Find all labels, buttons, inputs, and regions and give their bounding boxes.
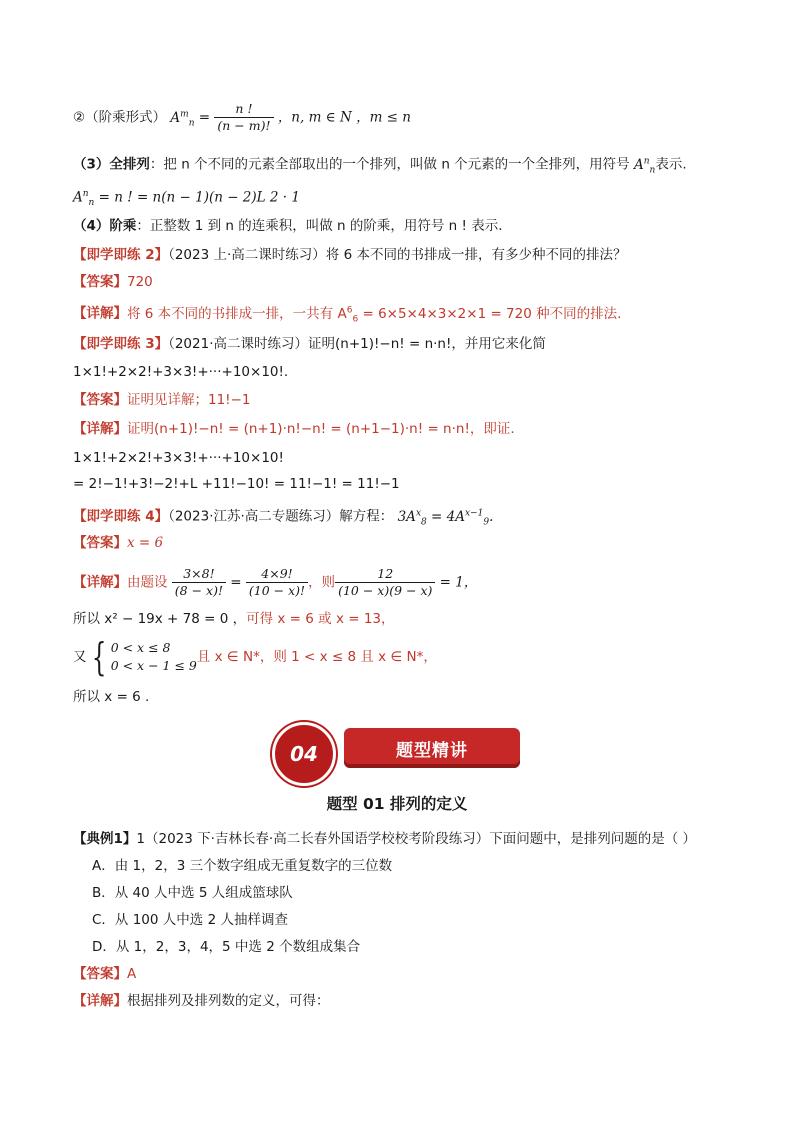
exercise-4-detail xyxy=(73,566,477,599)
brace-icon: { xyxy=(91,635,106,679)
exercise-4-answer xyxy=(73,533,163,553)
detail-tag: 【详解】 xyxy=(73,305,127,322)
answer-value: 720 xyxy=(127,274,153,290)
typical-example-1-detail xyxy=(73,991,330,1011)
exercise-question: 将 6 本不同的书排成一排，有多少种不同的排法？ xyxy=(325,247,627,263)
answer-value: A xyxy=(127,966,137,982)
detail-text: 又 xyxy=(73,649,87,665)
answer-tag: 【答案】 xyxy=(73,274,127,290)
exercise-question: 证明(n+1)!−n! = n·n!，并用它来化简 xyxy=(308,336,546,352)
exercise-tag: 【即学即练 2】 xyxy=(73,247,169,263)
example-question: 1（2023 下·吉林长春·高二长春外国语学校校考阶段练习）下面问题中，是排列问题的是（ ） xyxy=(136,831,697,847)
exercise-3-line1: 1×1!+2×2!+3×3!+···+10×10! xyxy=(73,450,284,466)
exercise-2-answer xyxy=(73,272,153,292)
detail-text: 根据排列及排列数的定义，可得： xyxy=(127,993,330,1009)
equals: = xyxy=(198,109,211,126)
def-text: ：把 n 个不同的元素全部取出的一个排列，叫做 n 个元素的一个全排列，用符号 xyxy=(149,156,630,173)
detail-tag: 【详解】 xyxy=(73,421,127,437)
exercise-4-line2 xyxy=(73,609,395,629)
exercise-4-equation: $3A^x_8 = 4A^{x-1}_9$. xyxy=(397,508,494,528)
option-d: D．从 1，2，3，4，5 中选 2 个数组成集合 xyxy=(92,939,361,955)
detail-text: 证明(n+1)!−n! = (n+1)·n!−n! = (n+1−1)·n! = n·n!，即证. xyxy=(127,421,515,437)
exercise-2-detail xyxy=(73,300,621,329)
equals-one: = 1， xyxy=(435,574,478,591)
answer-value: 证明见详解；11!−1 xyxy=(127,392,251,408)
fraction-2: $\frac{4\times 9!}{(10 - x)!}$ xyxy=(246,566,308,599)
factorial-fraction: $\frac{n !}{(n - m)!}$ xyxy=(214,101,273,134)
detail-text-red: 可得 x = 6 或 x = 13， xyxy=(246,611,395,627)
exercise-tag: 【即学即练 4】 xyxy=(73,508,169,525)
typical-example-1-answer xyxy=(73,964,136,984)
detail-text-red: 且 x ∈ N*，则 1 < x ≤ 8 且 x ∈ N*， xyxy=(196,649,437,665)
factorial-def xyxy=(73,216,503,236)
section-title: 题型 01 排列的定义 xyxy=(326,795,468,813)
answer-tag: 【答案】 xyxy=(73,392,127,408)
detail-text: 所以 x² − 19x + 78 = 0 ， xyxy=(73,611,247,627)
exercise-2 xyxy=(73,245,626,265)
full-perm-formula: $A^n_n = n$ ! = n(n − 1)(n − 2)L 2 · 1 xyxy=(73,189,300,209)
answer-value: x = 6 xyxy=(127,535,164,551)
exercise-4 xyxy=(73,503,493,532)
section-banner-label: 题型精讲 xyxy=(344,728,520,768)
exercise-3-expression: 1×1!+2×2!+3×3!+···+10×10!. xyxy=(73,364,289,380)
answer-tag: 【答案】 xyxy=(73,966,127,982)
exercise-source: （2023 上·高二课时练习） xyxy=(168,247,326,263)
option-a: A．由 1，2，3 三个数字组成无重复数字的三位数 xyxy=(92,858,393,874)
exercise-source: （2023·江苏·高二专题练习） xyxy=(168,508,340,525)
section-banner xyxy=(272,722,522,778)
exercise-3-answer xyxy=(73,390,251,410)
formula-label: ②（阶乘形式） xyxy=(73,109,167,126)
def-label: （4）阶乘 xyxy=(73,218,137,234)
section-number-badge: 04 xyxy=(272,722,336,786)
fraction-1: $\frac{3\times 8!}{(8 - x)!}$ xyxy=(172,566,226,599)
exercise-question: 解方程： xyxy=(339,508,394,525)
example-tag: 【典例1】 xyxy=(73,831,137,847)
detail-tag: 【详解】 xyxy=(73,993,127,1009)
def-tail: 表示. xyxy=(655,156,687,173)
full-perm-symbol: $A^n_n$ xyxy=(633,156,656,176)
exercise-3-detail xyxy=(73,419,515,439)
def-label: （3）全排列 xyxy=(73,156,150,173)
exercise-4-conclusion: 所以 x = 6 . xyxy=(73,689,150,705)
fraction-3: $\frac{12}{(10 - x)(9 - x)}$ xyxy=(335,566,435,599)
typical-example-1 xyxy=(73,829,696,849)
exercise-tag: 【即学即练 3】 xyxy=(73,336,169,352)
exercise-3 xyxy=(73,334,546,354)
exercise-3-line2: = 2!−1!+3!−2!+L +11!−10! = 11!−1! = 11!−1 xyxy=(73,476,400,492)
perm-symbol: $A^m_n$ xyxy=(170,109,195,129)
full-permutation-def xyxy=(73,151,687,180)
option-c: C．从 100 人中选 2 人抽样调查 xyxy=(92,912,288,928)
detail-text: ，则 xyxy=(308,574,336,591)
exercise-source: （2021·高二课时练习） xyxy=(168,336,308,352)
detail-tag: 【详解】 xyxy=(73,574,127,591)
def-text: ：正整数 1 到 n 的连乘积，叫做 n 的阶乘，用符号 n ! 表示. xyxy=(136,218,503,234)
detail-text: 由题设 xyxy=(127,574,168,591)
option-b: B．从 40 人中选 5 人组成篮球队 xyxy=(92,885,293,901)
formula-condition: ，n, m ∈ N ，m ≤ n xyxy=(277,109,411,126)
detail-text: 将 6 本不同的书排成一排，一共有 $A^6_6 = 6\times 5\times 4\times 3\times 2\times 1 = 720$ 种不同的排法. xyxy=(127,305,622,325)
exercise-4-line3 xyxy=(73,635,437,679)
answer-tag: 【答案】 xyxy=(73,535,127,551)
inequality-system: 0 < x ≤ 8 0 < x − 1 ≤ 9 xyxy=(110,640,197,673)
equals: = xyxy=(226,574,246,591)
perm-factorial-form xyxy=(73,101,411,134)
